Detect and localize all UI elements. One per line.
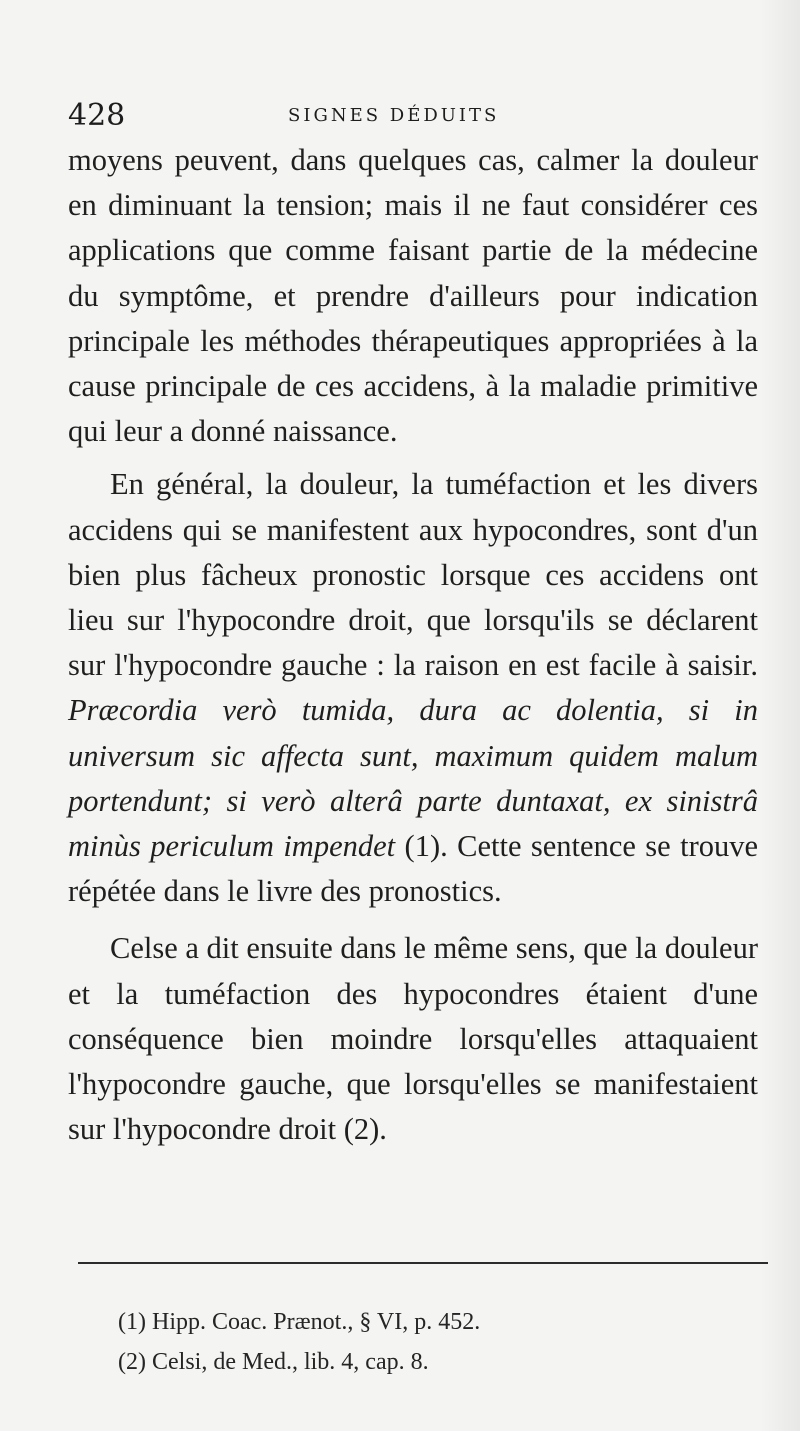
running-title: SIGNES DÉDUITS [288, 105, 500, 126]
paragraph-2 [68, 462, 758, 914]
page-edge-shadow [760, 0, 800, 1431]
page-number: 428 [68, 98, 126, 133]
paragraph-3: Celse a dit ensuite dans le même sens, que la douleur et la tuméfaction des hypocondres étaient d'une conséquence bien moindre lorsqu'elles attaquaient l'hypocondre gauche, que lorsqu'elles se manifestaient sur l'hypocondre droit (2). [68, 931, 758, 1147]
paragraph-2-text: En général, la douleur, la tuméfaction et les divers accidens qui se manifestent aux hypocondres, sont d'un bien plus fâcheux pronostic lorsque ces accidens ont lieu sur l'hypocondre droit, que lorsqu'ils se déclarent sur l'hypocondre gauche : la raison en est facile à saisir. [68, 467, 758, 683]
paragraph-2-ending: (1). Cette sentence se trouve répétée dans le livre des pronostics. [68, 829, 759, 909]
latin-quotation: Præcordia verò tumida, dura ac dolentia, si in universum sic affecta sunt, maximum quidem malum portendunt; si verò alterâ parte duntaxat, ex sinistrâ minùs periculum impendet [68, 693, 758, 864]
body-text [68, 138, 758, 1152]
running-head [68, 96, 758, 136]
footnote-2: (2) Celsi, de Med., lib. 4, cap. 8. [118, 1349, 429, 1375]
footnotes [118, 1302, 758, 1382]
footnote-1: (1) Hipp. Coac. Prænot., § VI, p. 452. [118, 1309, 481, 1335]
paragraph-1: moyens peuvent, dans quelques cas, calmer la douleur en diminuant la tension; mais il ne faut considérer ces applications que comme faisant partie de la médecine du symptôme, et prendre d'ailleurs pour indication principale les méthodes thérapeutiques appropriées à la cause principale de ces accidens, à la maladie primitive qui leur a donné naissance. [68, 143, 758, 449]
footnote-rule [78, 1262, 768, 1264]
